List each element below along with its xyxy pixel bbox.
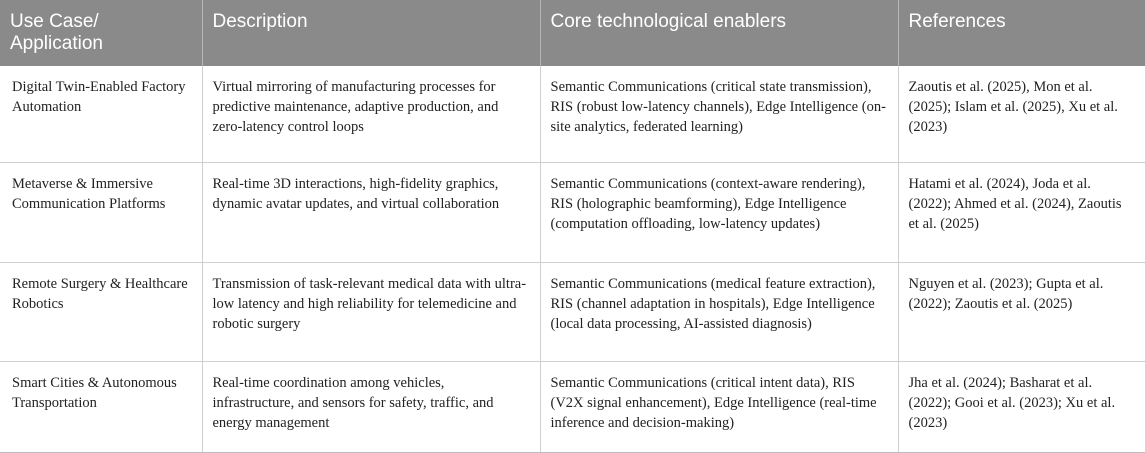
table-body xyxy=(0,66,1145,452)
header-row xyxy=(0,0,1145,66)
cell-references: Zaoutis et al. (2025), Mon et al. (2025); Islam et al. (2025), Xu et al. (2023) xyxy=(898,66,1145,162)
table-row xyxy=(0,66,1145,162)
header-description: Description xyxy=(202,0,540,66)
cell-description: Transmission of task-relevant medical data with ultra-low latency and high reliability for telemedicine and robotic surgery xyxy=(202,262,540,361)
table-row xyxy=(0,361,1145,452)
cell-enablers: Semantic Communications (critical state transmission), RIS (robust low-latency channels), Edge Intelligence (on-site analytics, federated learning) xyxy=(540,66,898,162)
cell-references: Nguyen et al. (2023); Gupta et al. (2022); Zaoutis et al. (2025) xyxy=(898,262,1145,361)
cell-use-case: Metaverse & Immersive Communication Platforms xyxy=(0,162,202,262)
table-row xyxy=(0,162,1145,262)
cell-description: Real-time 3D interactions, high-fidelity graphics, dynamic avatar updates, and virtual collaboration xyxy=(202,162,540,262)
cell-enablers: Semantic Communications (context-aware rendering), RIS (holographic beamforming), Edge Intelligence (computation offloading, low-latency updates) xyxy=(540,162,898,262)
header-use-case: Use Case/ Application xyxy=(0,0,202,66)
table-row xyxy=(0,262,1145,361)
cell-use-case: Digital Twin-Enabled Factory Automation xyxy=(0,66,202,162)
header-references: References xyxy=(898,0,1145,66)
cell-references: Hatami et al. (2024), Joda et al. (2022); Ahmed et al. (2024), Zaoutis et al. (2025) xyxy=(898,162,1145,262)
cell-use-case: Remote Surgery & Healthcare Robotics xyxy=(0,262,202,361)
cell-enablers: Semantic Communications (critical intent data), RIS (V2X signal enhancement), Edge Intelligence (real-time inference and decision-making) xyxy=(540,361,898,452)
table-header xyxy=(0,0,1145,66)
cell-description: Virtual mirroring of manufacturing processes for predictive maintenance, adaptive production, and zero-latency control loops xyxy=(202,66,540,162)
cell-references: Jha et al. (2024); Basharat et al. (2022); Gooi et al. (2023); Xu et al. (2023) xyxy=(898,361,1145,452)
header-enablers: Core technological enablers xyxy=(540,0,898,66)
cell-use-case: Smart Cities & Autonomous Transportation xyxy=(0,361,202,452)
cell-enablers: Semantic Communications (medical feature extraction), RIS (channel adaptation in hospitals), Edge Intelligence (local data processing, AI-assisted diagnosis) xyxy=(540,262,898,361)
cell-description: Real-time coordination among vehicles, infrastructure, and sensors for safety, traffic, and energy management xyxy=(202,361,540,452)
